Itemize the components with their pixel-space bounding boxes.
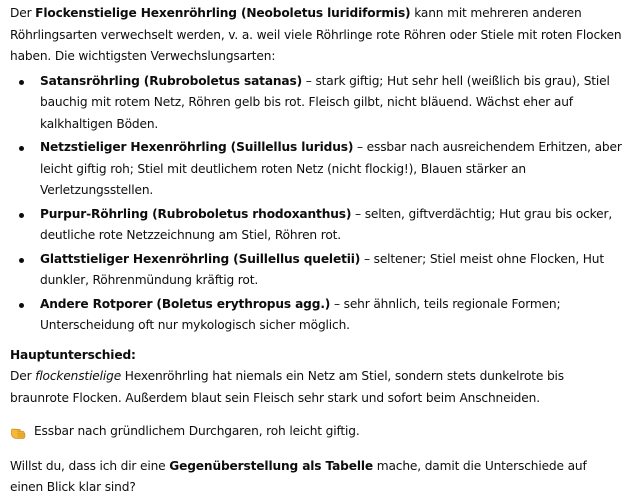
list-item-name: Andere Rotporer (Boletus erythropus agg.) — [40, 296, 331, 311]
list-item — [10, 137, 623, 202]
list-item-text: – sehr ähnlich, teils regionale Formen; Unterscheidung oft nur mykologisch sicher möglich. — [40, 296, 561, 332]
intro-species-name: Flockenstielige Hexenröhrling (Neoboletus luridiformis) — [35, 6, 411, 20]
bullet-icon — [19, 258, 24, 263]
list-item — [10, 71, 623, 136]
bullet-icon — [19, 213, 24, 218]
pointing-hand-icon — [10, 424, 28, 440]
list-item — [10, 294, 623, 337]
list-item-text: – seltener; Stiel meist ohne Flocken, Hut dunkler, Röhrenmündung kräftig rot. — [40, 251, 605, 287]
bullet-icon — [19, 80, 24, 85]
list-item-text: – essbar nach ausreichendem Erhitzen, aber leicht giftig roh; Stiel mit deutlichem roten Netz (nicht flockig!), Blauen stärker an Verletzungsstellen. — [40, 140, 622, 197]
bullet-icon — [19, 303, 24, 308]
list-item-text: – stark giftig; Hut sehr hell (weißlich bis grau), Stiel bauchig mit rotem Netz, Röhren gelb bis rot. Fleisch gilbt, nicht bläuend. Wächst eher auf kalkhaltigen Böden. — [40, 73, 610, 131]
bullet-icon — [19, 146, 24, 151]
follow-up-question: Willst du, dass ich dir eine Gegenüberstellung als Tabelle mache, damit die Unterschiede auf einen Blick klar sind? — [10, 458, 587, 494]
list-item-name: Purpur-Röhrling (Rubroboletus rhodoxanthus) — [40, 206, 352, 221]
main-difference-heading: Hauptunterschied: — [10, 347, 136, 362]
note-text: Essbar nach gründlichem Durchgaren, roh leicht giftig. — [34, 424, 360, 438]
list-item — [10, 204, 623, 247]
list-item-name: Netzstieliger Hexenröhrling (Suillellus luridus) — [40, 140, 354, 154]
lookalike-list — [10, 71, 623, 337]
list-item-name: Satansröhrling (Rubroboletus satanas) — [40, 73, 303, 88]
list-item-name: Glattstieliger Hexenröhrling (Suillellus queletii) — [40, 251, 361, 266]
main-difference-text: Der flockenstielige Hexenröhrling hat niemals ein Netz am Stiel, sondern stets dunkelrote bis braunrote Flocken. Außerdem blaut sein Fleisch sehr stark und sofort beim Anschneiden. — [10, 369, 564, 405]
question-highlight: Gegenüberstellung als Tabelle — [169, 458, 374, 473]
list-item — [10, 249, 623, 292]
list-item-text: – selten, giftverdächtig; Hut grau bis ocker, deutliche rote Netzzeichnung am Stiel, Röhren rot. — [40, 206, 613, 242]
edibility-note — [10, 421, 623, 443]
intro-paragraph: Der Flockenstielige Hexenröhrling (Neoboletus luridiformis) kann mit mehreren anderen Röhrlingsarten verwechselt werden, v. a. weil viele Röhrlinge rote Röhren oder Stiele mit roten Flocken haben. Die wichtigsten Verwechslungsarten: — [10, 6, 622, 63]
